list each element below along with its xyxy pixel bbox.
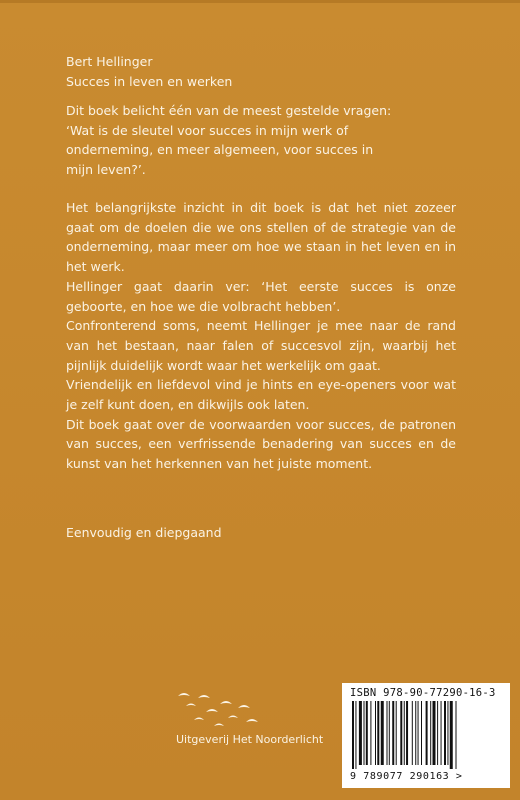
intro-line: Dit boek belicht één van de meest gestelde vragen: <box>66 103 392 118</box>
isbn-number: ISBN 978-90-77290-16-3 <box>350 687 496 699</box>
tagline: Eenvoudig en diepgaand <box>66 525 222 540</box>
body-paragraph: Dit boek gaat over de voorwaarden voor succes, de patronen van succes, een verfrissende benadering van succes en de kunst van het herkennen van het juiste moment. <box>66 416 456 472</box>
intro-line: onderneming, en meer algemeen, voor succes in <box>66 142 374 158</box>
barcode-bar <box>412 701 413 765</box>
barcode-bar <box>387 701 388 765</box>
barcode-bar <box>447 701 448 765</box>
body-text <box>66 198 456 474</box>
barcode-bar <box>396 701 397 765</box>
barcode-bar <box>456 701 457 769</box>
barcode-bar <box>406 701 408 765</box>
body-paragraph: Confronterend soms, neemt Hellinger je mee naar de rand van het bestaan, naar falen of succesvol zijn, waarbij het pijnlijk duidelijk wordt waar het werkelijk om gaat. <box>66 318 456 373</box>
intro-paragraph <box>66 101 456 180</box>
publisher-name: Uitgeverij Het Noorderlicht <box>176 733 324 746</box>
author-name: Bert Hellinger <box>66 54 153 69</box>
barcode-bar <box>415 701 416 765</box>
body-paragraph: Vriendelijk en liefdevol vind je hints en eye-openers voor wat je zelf kunt doen, en dikwijls ook laten. <box>66 377 456 413</box>
birds-flock-icon <box>176 686 266 732</box>
barcode-label <box>342 683 510 788</box>
barcode-bar <box>421 701 422 765</box>
barcode-graphic <box>350 701 502 769</box>
barcode-bar <box>381 701 384 765</box>
body-paragraph: Het belangrijkste inzicht in dit boek is dat het niet zozeer gaat om de doelen die we ons stellen of de strategie van de onderneming, maar meer om hoe we staan in het leven en in het werk. <box>66 200 456 275</box>
barcode-bar <box>352 701 354 769</box>
barcode-bar <box>430 701 431 765</box>
barcode-bar <box>359 701 362 765</box>
barcode-bar <box>418 701 419 765</box>
barcode-bar <box>366 701 368 765</box>
barcode-bar <box>355 701 356 769</box>
barcode-bar <box>392 701 394 765</box>
barcode-bar <box>433 701 436 765</box>
barcode-bar <box>426 701 428 765</box>
barcode-bar <box>389 701 390 765</box>
barcode-bar <box>400 701 402 765</box>
book-header <box>66 52 232 92</box>
cover-edge <box>0 0 520 3</box>
barcode-bar <box>444 701 446 765</box>
barcode-bar <box>441 701 442 765</box>
barcode-bar <box>370 701 371 765</box>
barcode-bar <box>377 701 379 765</box>
body-paragraph: Hellinger gaat daarin ver: ‘Het eerste succes is onze geboorte, en hoe we die volbracht hebben’. <box>66 278 456 314</box>
publisher-logo <box>176 686 324 766</box>
barcode-bar <box>364 701 365 765</box>
barcode-bar <box>404 701 405 765</box>
intro-line: ‘Wat is de sleutel voor succes in mijn werk of <box>66 122 349 138</box>
intro-line: mijn leven?’. <box>66 162 146 178</box>
barcode-bar <box>375 701 376 765</box>
barcode-digits: 9 789077 290163 > <box>350 771 463 782</box>
book-title: Succes in leven en werken <box>66 74 233 89</box>
barcode-bar <box>450 701 453 769</box>
barcode-bar <box>437 701 438 765</box>
